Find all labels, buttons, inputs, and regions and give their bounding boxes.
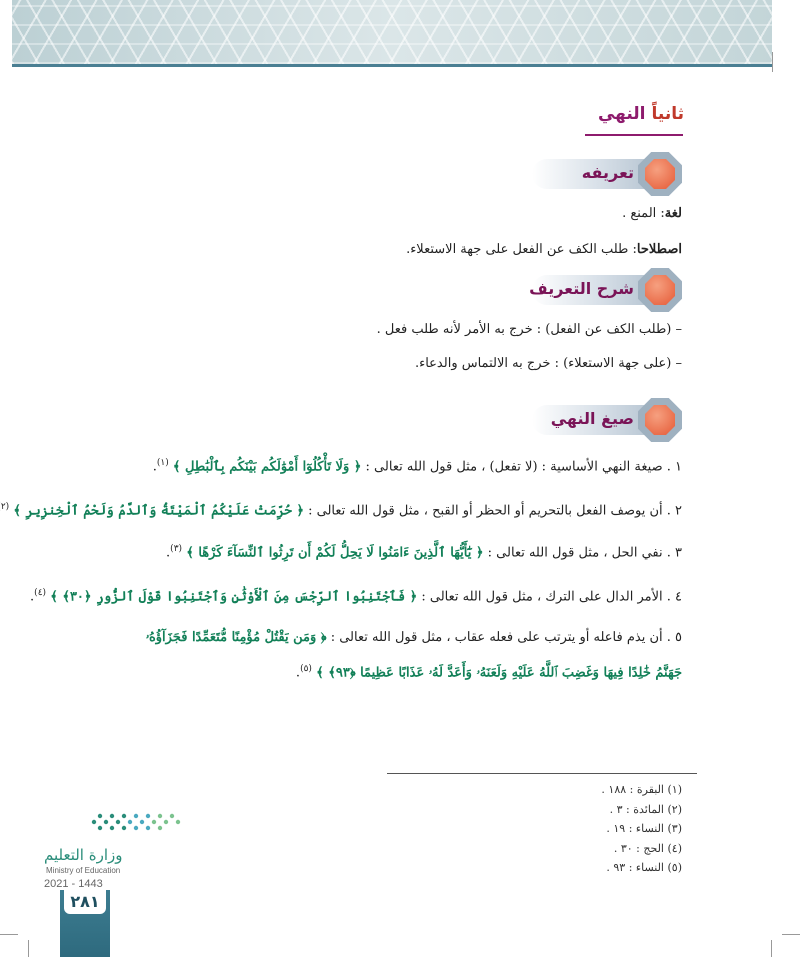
- footnote-ref: (٣): [170, 544, 183, 554]
- quran-quote: ﴿ يَٰٓأَيُّهَا ٱلَّذِينَ ءَامَنُوا لَا يَحِلُّ لَكُمْ أَن تَرِثُوا ٱلنِّسَآءَ كَرْهًا ﴾: [186, 545, 484, 561]
- section-underline: [585, 134, 683, 136]
- page-number: ٢٨١: [64, 890, 106, 914]
- footnotes: [442, 780, 682, 878]
- quran-quote: ﴿ حُرِّمَتْ عَلَيْكُمُ ٱلْمَيْتَةُ وَٱلدَّمُ وَلَحْمُ ٱلْخِنزِيرِ ﴾: [13, 503, 304, 519]
- definition-istilah: اصطلاحا: طلب الكف عن الفعل على جهة الاستعلاء.: [406, 242, 682, 257]
- explanation-heading: [529, 268, 682, 312]
- forms-item: ٥ . أن يذم فاعله أو يترتب على فعله عقاب ، مثل قول الله تعالى : ﴿ وَمَن يَقْتُلْ مُؤْمِنًا مُّتَعَمِّدًا فَجَزَآؤُهُۥ: [145, 630, 682, 645]
- footnote: (٤) الحج : ٣٠ .: [613, 841, 682, 855]
- explanation-item: – (طلب الكف عن الفعل) : خرج به الأمر لأنه طلب فعل .: [376, 322, 682, 337]
- edition-year: 2021 - 1443: [44, 878, 103, 890]
- footnote-ref: (١): [156, 458, 169, 468]
- section-heading: [598, 104, 684, 124]
- ministry-logo-icon: [90, 808, 182, 836]
- forms-item-continuation: جَهَنَّمُ خَٰلِدًا فِيهَا وَغَضِبَ ٱللَّهُ عَلَيْهِ وَلَعَنَهُۥ وَأَعَدَّ لَهُۥ عَذَابًا عَظِيمًا ﴿٩٣﴾ ﴾ $^{(٥)}$.: [295, 664, 682, 681]
- section-number: ثانياً: [651, 104, 684, 124]
- explanation-heading-label: شرح التعريف: [529, 279, 634, 298]
- footnote-ref: (٤): [34, 588, 47, 598]
- crop-mark: [771, 940, 772, 957]
- crop-mark: [782, 934, 800, 935]
- crop-mark: [772, 52, 773, 72]
- footnote: (٣) النساء : ١٩ .: [606, 822, 682, 835]
- footnote: (٥) النساء : ٩٣ .: [606, 861, 682, 874]
- ministry-name-arabic: وزارة التعليم: [44, 846, 123, 864]
- forms-item: ٤ . الأمر الدال على الترك ، مثل قول الله تعالى : ﴿ فَٱجْتَنِبُوا ٱلرِّجْسَ مِنَ ٱلْأَوْثَٰنِ وَٱجْتَنِبُوا قَوْلَ ٱلزُّورِ ﴿٣٠﴾ ﴾ $^{(٤)}$.: [30, 588, 682, 605]
- section-title: النهي: [597, 104, 646, 124]
- explanation-item: – (على جهة الاستعلاء) : خرج به الالتماس والدعاء.: [414, 356, 682, 371]
- crop-mark: [28, 940, 29, 957]
- forms-heading-label: صيغ النهي: [550, 409, 634, 428]
- forms-item: ٣ . نفي الحل ، مثل قول الله تعالى : ﴿ يَٰٓأَيُّهَا ٱلَّذِينَ ءَامَنُوا لَا يَحِلُّ لَكُمْ أَن تَرِثُوا ٱلنِّسَآءَ كَرْهًا ﴾ $^{(٣)}$.: [166, 544, 682, 561]
- footnote: (٢) المائدة : ٣ .: [609, 802, 682, 816]
- forms-item: ١ . صيغة النهي الأساسية : (لا تفعل) ، مثل قول الله تعالى : ﴿ وَلَا تَأْكُلُوٓا أَمْوَٰلَكُم بَيْنَكُم بِٱلْبَٰطِلِ ﴾ $^{(١)}$.: [152, 458, 682, 475]
- forms-heading: [532, 398, 682, 442]
- quran-quote: ﴿ وَمَن يَقْتُلْ مُؤْمِنًا مُّتَعَمِّدًا فَجَزَآؤُهُۥ: [145, 630, 327, 645]
- header-rule: [12, 64, 772, 67]
- definition-lugha: لغة: المنع .: [622, 206, 682, 221]
- quran-quote: ﴿ فَٱجْتَنِبُوا ٱلرِّجْسَ مِنَ ٱلْأَوْثَٰنِ وَٱجْتَنِبُوا قَوْلَ ٱلزُّورِ ﴿٣٠﴾ ﴾: [50, 589, 418, 605]
- quran-quote: جَهَنَّمُ خَٰلِدًا فِيهَا وَغَضِبَ ٱللَّهُ عَلَيْهِ وَلَعَنَهُۥ وَأَعَدَّ لَهُۥ عَذَابًا عَظِيمًا ﴿٩٣﴾ ﴾: [316, 665, 682, 681]
- footnote-rule: [387, 773, 697, 774]
- header-pattern-band: [12, 0, 772, 64]
- footnote: (١) البقرة : ١٨٨ .: [601, 783, 682, 796]
- crop-mark: [0, 934, 18, 935]
- quran-quote: ﴿ وَلَا تَأْكُلُوٓا أَمْوَٰلَكُم بَيْنَكُم بِٱلْبَٰطِلِ ﴾: [172, 459, 362, 475]
- forms-item: ٢ . أن يوصف الفعل بالتحريم أو الحظر أو القبح ، مثل قول الله تعالى : ﴿ حُرِّمَتْ عَلَيْكُمُ ٱلْمَيْتَةُ وَٱلدَّمُ وَلَحْمُ ٱلْخِنزِيرِ ﴾ $^{(٢}$: [0, 502, 682, 518]
- footnote-ref: (٢: [0, 502, 10, 512]
- footnote-ref: (٥): [300, 664, 312, 674]
- definition-heading: [532, 152, 682, 196]
- definition-heading-label: تعريفه: [581, 163, 634, 182]
- ministry-name-english: Ministry of Education: [46, 866, 121, 875]
